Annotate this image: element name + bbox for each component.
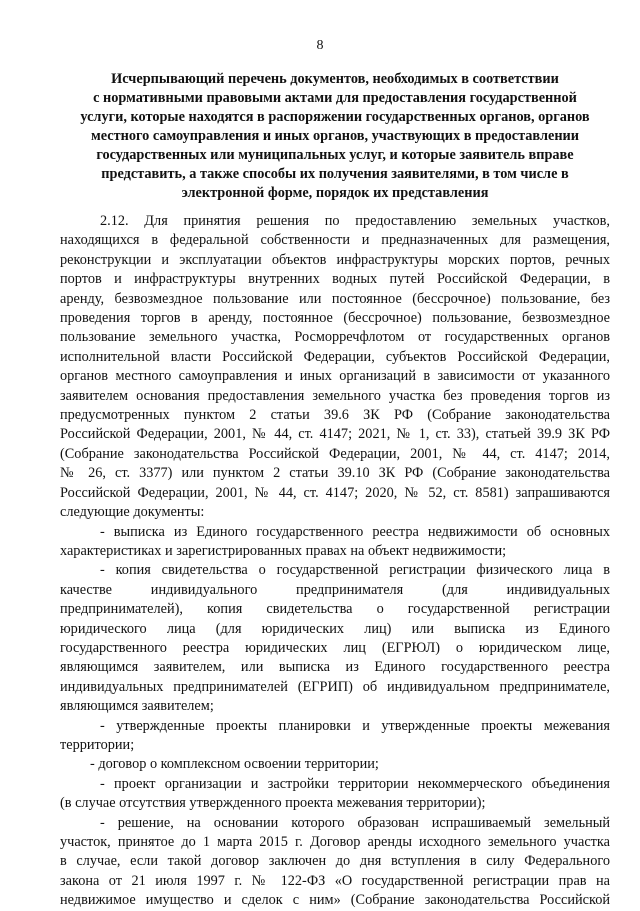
list-item-line: юридического лица (для юридических лиц) или выписка из Единого: [60, 620, 610, 637]
paragraph-line: следующие документы:: [60, 504, 205, 521]
heading-line: государственных или муниципальных услуг, и которые заявитель вправе: [96, 147, 574, 163]
paragraph-line: заявителем основания предоставления земельного участка без проведения торгов из: [60, 387, 610, 404]
paragraph-line: пользование земельного участка, Росморречфлотом от государственных органов: [60, 329, 610, 346]
list-item-line: недвижимое имущество и сделок с ним» (Собрание законодательства Российской: [60, 892, 610, 909]
list-item-line: - проект организации и застройки территории некоммерческого объединения: [100, 775, 610, 792]
paragraph-line: реконструкции и эксплуатации объектов инфраструктуры морских портов, речных: [60, 251, 610, 268]
paragraph-line: (Собрание законодательства Российской Федерации, 2001, № 44, ст. 4147; 2014,: [60, 445, 610, 462]
list-item-line: - утвержденные проекты планировки и утвержденные проекты межевания: [100, 717, 610, 734]
list-item-line: - договор о комплексном освоении территории;: [90, 756, 379, 773]
heading-line: местного самоуправления и иных органов, участвующих в предоставлении: [90, 128, 580, 144]
list-item-line: территории;: [60, 736, 135, 753]
list-item-line: характеристиках и зарегистрированных правах на объект недвижимости;: [60, 542, 507, 559]
heading-line: представить, а также способы их получения заявителями, в том числе в: [101, 166, 569, 182]
heading-line: с нормативными правовыми актами для предоставления государственной: [93, 90, 577, 106]
paragraph-line: предусмотренных пунктом 2 статьи 39.6 ЗК РФ (Собрание законодательства: [60, 407, 610, 424]
paragraph-line: портов и инфраструктуры внутренних водных путей Российской Федерации, в: [60, 271, 610, 288]
list-item-line: закона от 21 июля 1997 г. № 122-ФЗ «О государственной регистрации прав на: [60, 872, 610, 889]
section-heading: [70, 70, 600, 203]
list-item-line: качестве индивидуального предпринимателя (для индивидуальных: [60, 581, 610, 598]
paragraph-line: проведения торгов в аренду, постоянное (бессрочное) пользование, безвозмездное: [60, 310, 610, 327]
paragraph-line: исполнительной власти Российской Федерации, субъектов Российской Федерации,: [60, 348, 610, 365]
paragraph-line: Российской Федерации, 2001, № 44, ст. 4147; 2020, № 52, ст. 8581) запрашиваются: [60, 484, 610, 501]
body-text: [60, 212, 610, 911]
paragraph-line: находящихся в федеральной собственности и предназначенных для размещения,: [60, 232, 610, 249]
list-item-line: являющимся заявителем, или выписка из Единого государственного реестра: [60, 659, 610, 676]
list-item-line: индивидуальных предпринимателей (ЕГРИП) об индивидуальном предпринимателе,: [60, 678, 610, 695]
heading-line: услуги, которые находятся в распоряжении государственных органов, органов: [80, 109, 590, 125]
paragraph-line: 2.12. Для принятия решения по предоставлению земельных участков,: [100, 213, 610, 229]
list-item-line: - выписка из Единого государственного реестра недвижимости об основных: [100, 523, 610, 540]
paragraph-line: аренду, безвозмездное пользование или постоянное (бессрочное) пользование, без: [60, 290, 610, 307]
list-item-line: - копия свидетельства о государственной регистрации физического лица в: [100, 562, 610, 579]
list-item-line: - решение, на основании которого образован испрашиваемый земельный: [100, 814, 610, 831]
list-item-line: предпринимателей), копия свидетельства о государственной регистрации: [60, 601, 610, 618]
heading-line: электронной форме, порядок их представления: [181, 185, 489, 201]
list-item-line: в случае, если такой договор заключен до дня вступления в силу Федерального: [60, 853, 610, 870]
page-number: 8: [316, 38, 324, 53]
heading-line: Исчерпывающий перечень документов, необходимых в соответствии: [111, 71, 559, 87]
paragraph-line: № 26, ст. 3377) или пунктом 2 статьи 39.10 ЗК РФ (Собрание законодательства: [60, 465, 610, 482]
list-item-line: являющимся заявителем;: [60, 698, 214, 715]
list-item-line: участок, принятое до 1 марта 2015 г. Договор аренды исходного земельного участка: [60, 834, 610, 850]
paragraph-line: Российской Федерации, 2001, № 44, ст. 4147; 2021, № 1, ст. 33), статьей 39.9 ЗК РФ: [60, 426, 610, 443]
list-item-line: государственного реестра юридических лиц (ЕГРЮЛ) о юридическом лице,: [60, 639, 610, 656]
paragraph-line: органов местного самоуправления и иных организаций в зависимости от указанного: [60, 368, 610, 385]
list-item-line: (в случае отсутствия утвержденного проекта межевания территории);: [60, 795, 486, 812]
